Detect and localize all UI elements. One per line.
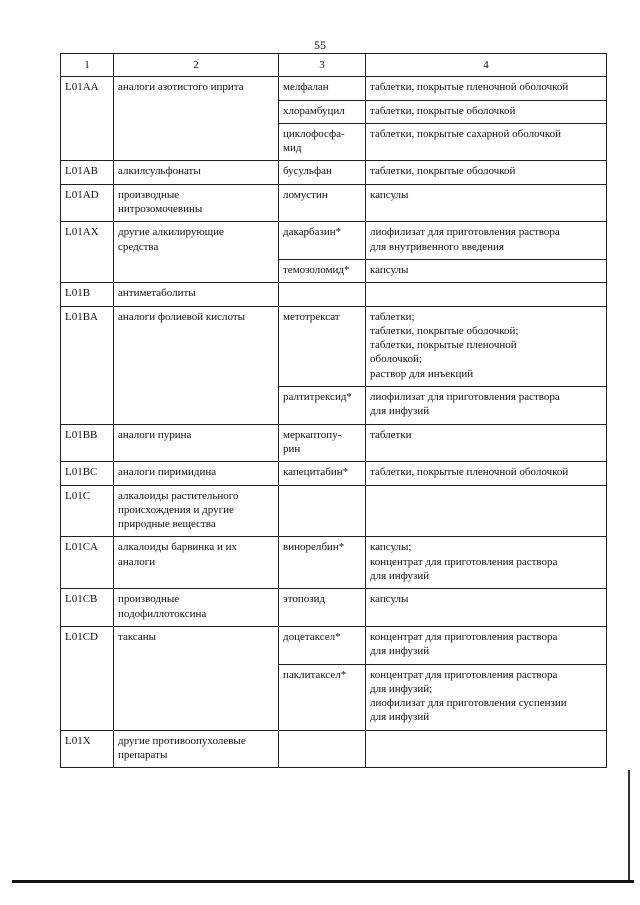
atc-code-cell: L01BA	[61, 306, 114, 424]
drug-name-cell: винорелбин*	[279, 537, 366, 589]
table-row	[61, 184, 607, 222]
atc-code-cell: L01AX	[61, 222, 114, 283]
table-row	[61, 537, 607, 589]
drug-name-cell: этопозид	[279, 589, 366, 627]
atc-code-cell: L01BC	[61, 462, 114, 485]
drug-name-cell: мелфалан	[279, 77, 366, 100]
drug-name-cell: метотрексат	[279, 306, 366, 386]
group-name-cell: алкалоиды барвинка и их аналоги	[114, 537, 279, 589]
atc-code-cell: L01B	[61, 283, 114, 306]
group-name-cell: другие алкилирующие средства	[114, 222, 279, 283]
drug-name-cell: ралтитрексид*	[279, 387, 366, 425]
table-row	[61, 306, 607, 386]
dosage-form-cell: капсулы	[366, 259, 607, 282]
dosage-form-cell: таблетки, покрытые оболочкой	[366, 161, 607, 184]
group-name-cell: производные нитрозомочевины	[114, 184, 279, 222]
table-row	[61, 485, 607, 537]
group-name-cell: алкалоиды растительного происхождения и другие природные вещества	[114, 485, 279, 537]
table-row	[61, 283, 607, 306]
group-name-cell: аналоги пиримидина	[114, 462, 279, 485]
dosage-form-cell: таблетки, покрытые оболочкой	[366, 100, 607, 123]
dosage-form-cell: капсулы; концентрат для приготовления раствора для инфузий	[366, 537, 607, 589]
dosage-form-cell: таблетки; таблетки, покрытые оболочкой; таблетки, покрытые пленочной оболочкой; раствор для инъекций	[366, 306, 607, 386]
atc-code-cell: L01AA	[61, 77, 114, 161]
drug-name-cell: капецитабин*	[279, 462, 366, 485]
group-name-cell: аналоги фолиевой кислоты	[114, 306, 279, 424]
table-row	[61, 77, 607, 100]
scan-edge-mark	[628, 770, 630, 880]
table-row	[61, 222, 607, 260]
column-header-2: 2	[114, 54, 279, 77]
table-row	[61, 462, 607, 485]
drug-name-cell: дакарбазин*	[279, 222, 366, 260]
group-name-cell: аналоги пурина	[114, 424, 279, 462]
dosage-form-cell: капсулы	[366, 184, 607, 222]
atc-code-cell: L01C	[61, 485, 114, 537]
dosage-form-cell: капсулы	[366, 589, 607, 627]
table-row	[61, 626, 607, 664]
table-row	[61, 589, 607, 627]
page-number: 55	[314, 38, 326, 52]
column-header-1: 1	[61, 54, 114, 77]
atc-code-cell: L01CA	[61, 537, 114, 589]
dosage-form-cell: таблетки	[366, 424, 607, 462]
dosage-form-cell: концентрат для приготовления раствора для инфузий; лиофилизат для приготовления суспензии для инфузий	[366, 664, 607, 730]
drug-name-cell: бусульфан	[279, 161, 366, 184]
drug-name-cell	[279, 485, 366, 537]
dosage-form-cell: таблетки, покрытые пленочной оболочкой	[366, 77, 607, 100]
drug-name-cell: меркаптопу- рин	[279, 424, 366, 462]
group-name-cell: аналоги азотистого иприта	[114, 77, 279, 161]
atc-code-cell: L01BB	[61, 424, 114, 462]
dosage-form-cell: концентрат для приготовления раствора для инфузий	[366, 626, 607, 664]
group-name-cell: алкилсульфонаты	[114, 161, 279, 184]
drug-name-cell	[279, 730, 366, 768]
drug-name-cell: циклофосфа- мид	[279, 123, 366, 161]
dosage-form-cell: таблетки, покрытые пленочной оболочкой	[366, 462, 607, 485]
dosage-form-cell: таблетки, покрытые сахарной оболочкой	[366, 123, 607, 161]
atc-code-cell: L01CB	[61, 589, 114, 627]
group-name-cell: антиметаболиты	[114, 283, 279, 306]
atc-code-cell: L01AB	[61, 161, 114, 184]
group-name-cell: таксаны	[114, 626, 279, 730]
drug-name-cell: хлорамбуцил	[279, 100, 366, 123]
atc-code-cell: L01AD	[61, 184, 114, 222]
drug-name-cell: темозоломид*	[279, 259, 366, 282]
dosage-form-cell: лиофилизат для приготовления раствора для внутривенного введения	[366, 222, 607, 260]
bottom-rule	[12, 880, 634, 883]
drug-name-cell	[279, 283, 366, 306]
drug-name-cell: доцетаксел*	[279, 626, 366, 664]
column-header-4: 4	[366, 54, 607, 77]
drug-name-cell: паклитаксел*	[279, 664, 366, 730]
drug-name-cell: ломустин	[279, 184, 366, 222]
atc-code-cell: L01X	[61, 730, 114, 768]
group-name-cell: производные подофиллотоксина	[114, 589, 279, 627]
dosage-form-cell	[366, 730, 607, 768]
dosage-form-cell	[366, 283, 607, 306]
table-header-row	[61, 54, 607, 77]
table-row	[61, 730, 607, 768]
dosage-form-cell	[366, 485, 607, 537]
table-row	[61, 424, 607, 462]
atc-code-cell: L01CD	[61, 626, 114, 730]
column-header-3: 3	[279, 54, 366, 77]
table-row	[61, 161, 607, 184]
drug-table	[60, 53, 607, 768]
dosage-form-cell: лиофилизат для приготовления раствора для инфузий	[366, 387, 607, 425]
group-name-cell: другие противоопухолевые препараты	[114, 730, 279, 768]
